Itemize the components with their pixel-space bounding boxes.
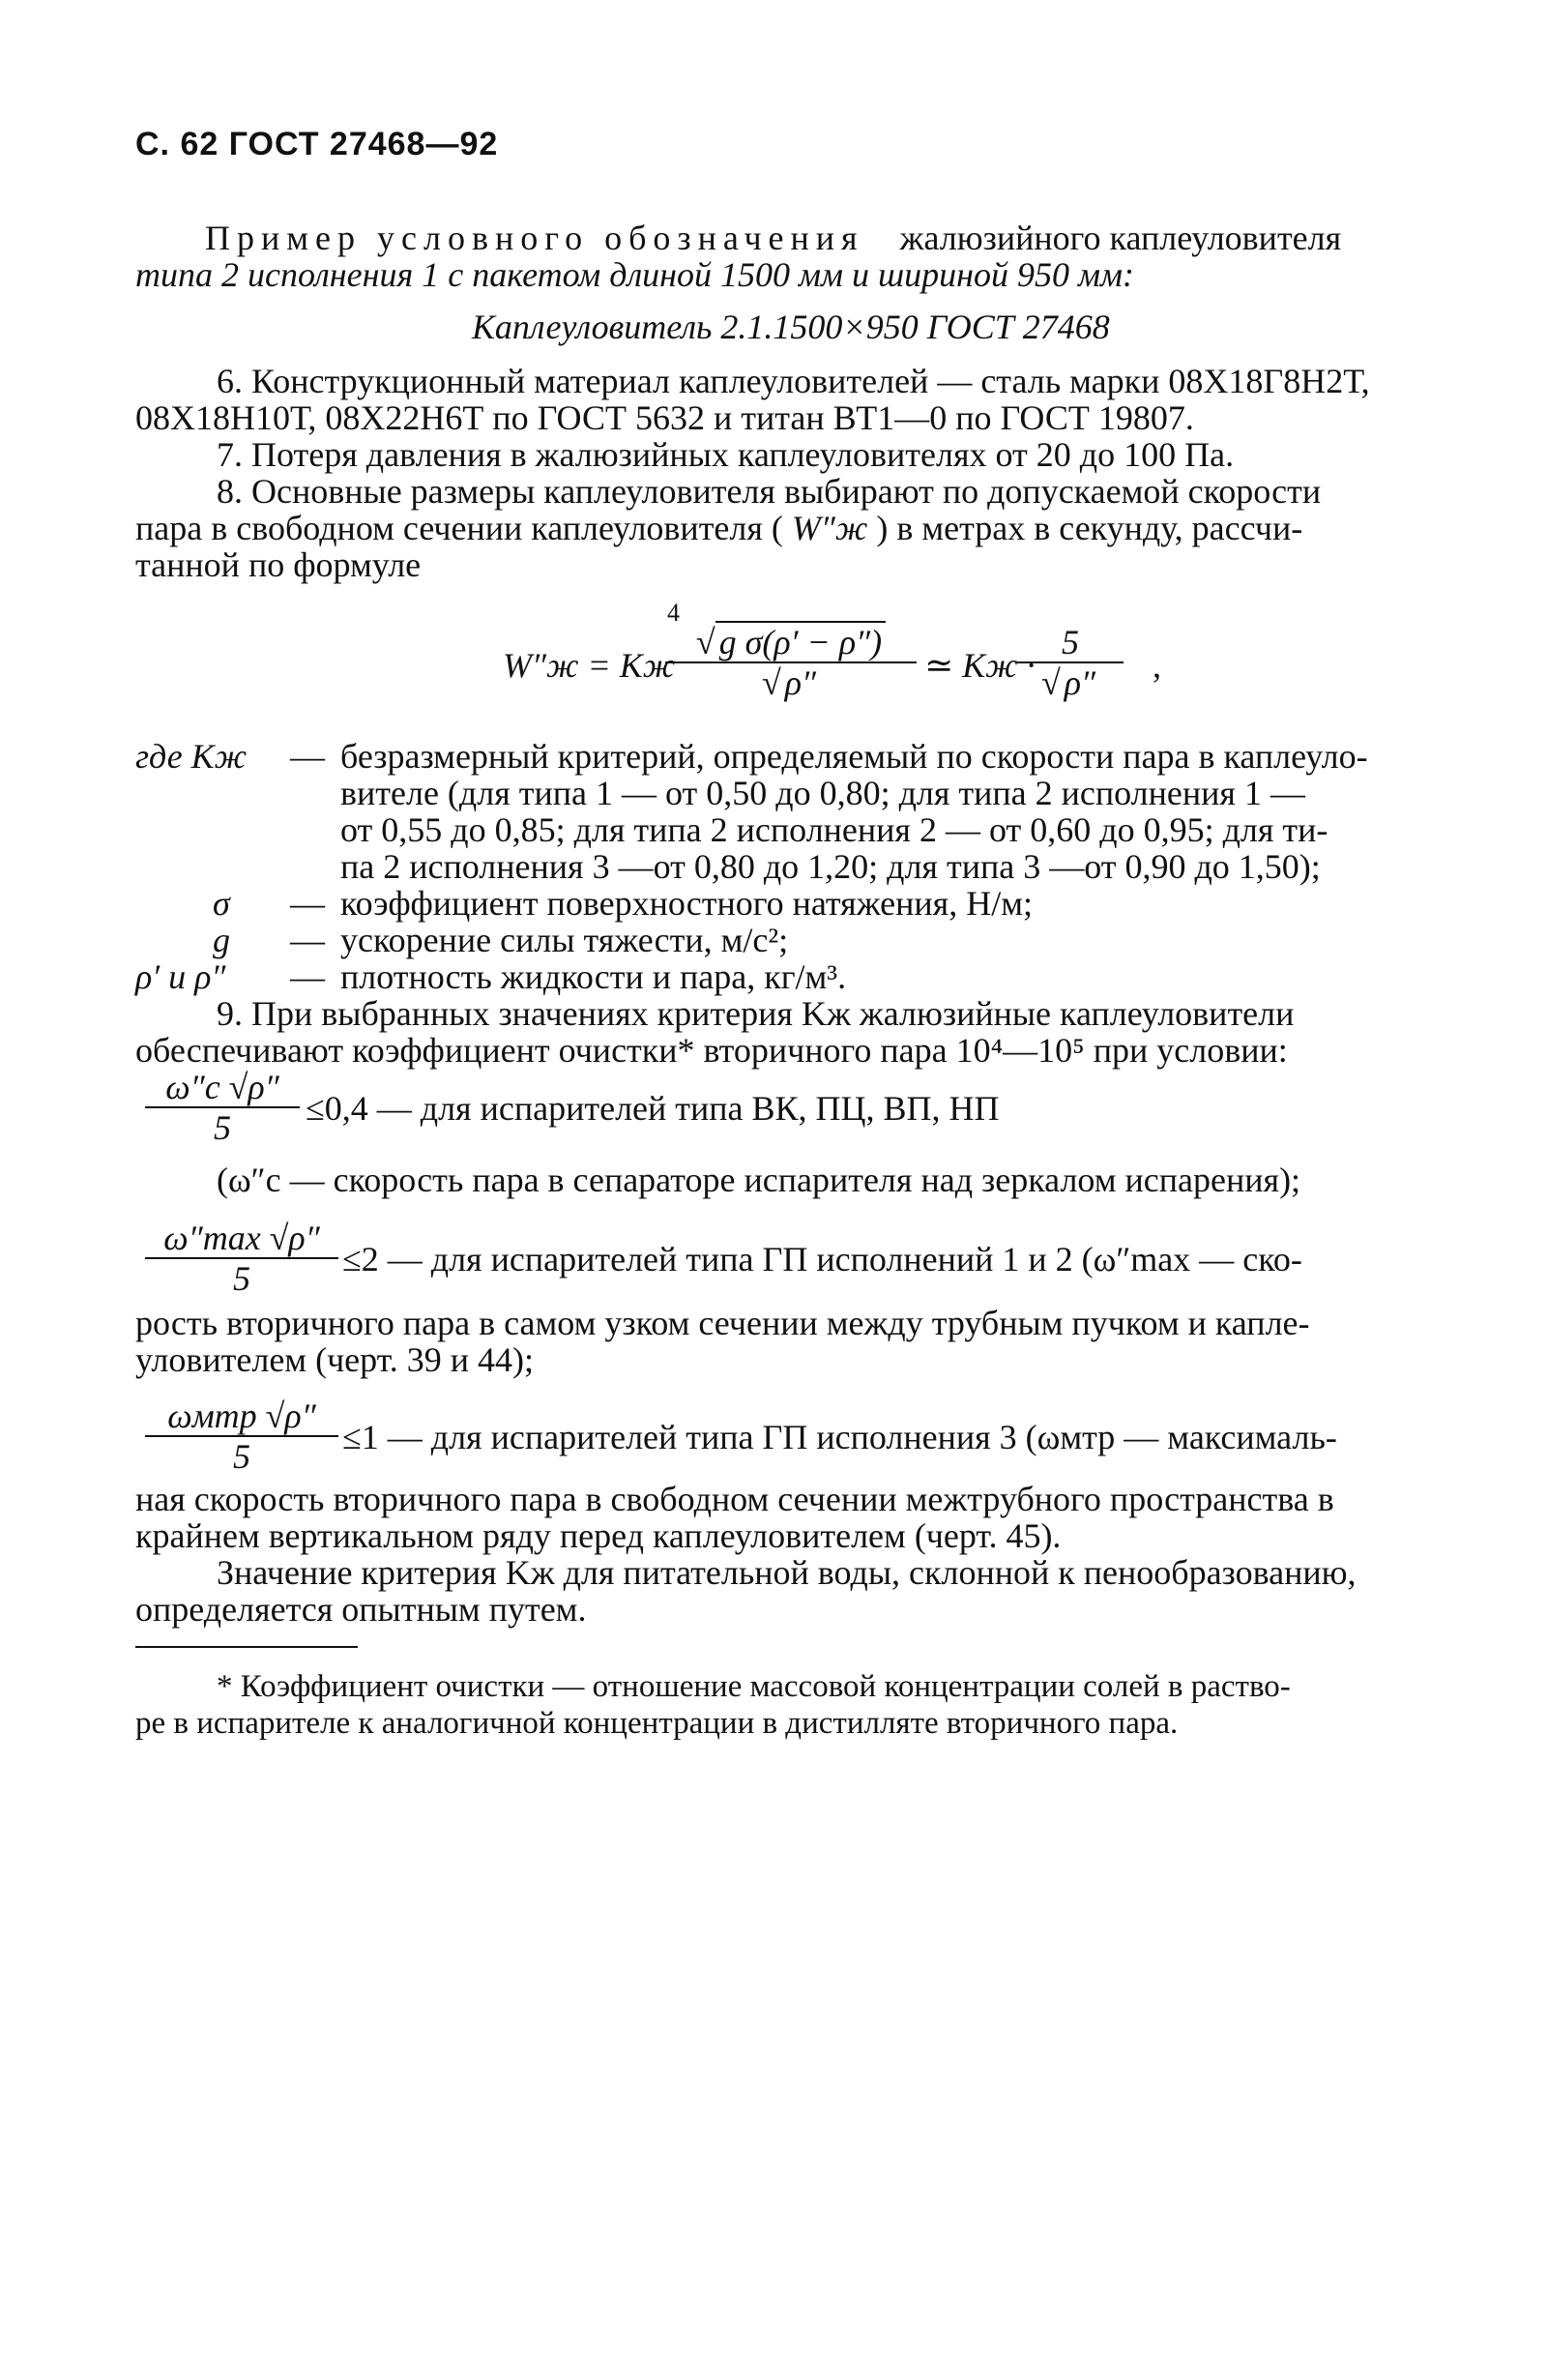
formula-numerator: √ g σ(ρ′ − ρ″)	[665, 623, 917, 661]
item8-line-3: танной по формуле	[135, 545, 422, 584]
footnote-divider	[135, 1646, 358, 1648]
item9-line-1: 9. При выбранных значениях критерия Kж жалюзийные каплеуловители	[217, 994, 1295, 1033]
velocity-symbol: W″ж	[791, 509, 868, 547]
example-line-1	[205, 219, 1341, 257]
cond2-text: ≤2 — для испарителей типа ГП исполнений 1 и 2 (ω″max — ско-	[342, 1240, 1302, 1278]
cond1-note: (ω″с — скорость пара в сепараторе испарителя над зеркалом испарения);	[217, 1161, 1301, 1199]
item7-line-1: 7. Потеря давления в жалюзийных каплеуловителях от 20 до 100 Па.	[217, 435, 1235, 474]
item8-line-1: 8. Основные размеры каплеуловителя выбирают по допускаемой скорости	[217, 472, 1322, 511]
formula-denominator: √ ρ″	[665, 661, 917, 702]
example-lead: Пример условного обозначения	[205, 219, 864, 257]
document-page: С. 62 ГОСТ 27468—92 Пример условного обозначения жалюзийного каплеуловителя типа 2 исполнения 1 с пакетом длиной 1500 мм и шириной 950 мм: Каплеуловитель 2.1.1500×950 ГОСТ 27468 6. Конструкционный материал каплеуловителей — сталь марки 08Х18Г8Н2Т, 08Х18Н10Т, 08Х22Н6Т по ГОСТ 5632 и титан ВТ1—0 по ГОСТ 19807. 7. Потеря давления в жалюзийных каплеуловителях от 20 до 100 Па. 8. Основные размеры каплеуловителя выбирают по допускаемой скорости пара в свободном сечении каплеуловителя ( W″ж ) в метрах в секунду, рассчи- танной по формуле W″ж = Kж 4 $\frac{\text{√ g σ(ρ′ − ρ″)}}{√ \rho''}$ ≃ Kж · $\frac{5}{√ \rho''}$ , где Kж — безразмерный критерий, определяемый по скорости пара в каплеуло- вителе (для типа 1 — от 0,50 до 0,80; для типа 2 исполнения 1 — от 0,55 до 0,85; для типа 2 исполнения 2 — от 0,60 до 0,95; для ти- па 2 исполнения 3 —от 0,80 до 1,20; для типа 3 —от 0,90 до 1,50); σ — коэффициент поверхностного натяжения, Н/м; g — ускорение силы тяжести, м/с²; ρ′ и ρ″ — плотность жидкости и пара, кг/м³. 9. При выбранных значениях критерия Kж жалюзийные каплеуловители обеспечивают коэффициент очистки* вторичного пара 10⁴—10⁵ при условии: ω″с √ρ″ 5 ≤0,4 — для испарителей типа ВК, ПЦ, ВП, НП (ω″с — скорость пара в сепараторе испарителя над зеркалом испарения); ω″max √ρ″ 5 ≤2 — для испарителей типа ГП исполнений 1 и 2 (ω″max — ско- рость вторичного пара в самом узком сечении между трубным пучком и капле- уловителем (черт. 39 и 44); ωмтр √ρ″ 5 ≤1 — для испарителей типа ГП исполнения 3 (ωмтр — максималь- ная скорость вторичного пара в свободном сечении межтрубного пространства в крайнем вертикальном ряду перед каплеуловителем (черт. 45). Значение критерия Kж для питательной воды, склонной к пенообразованию, определяется опытным путем. * Коэффициент очистки — отношение массовой концентрации солей в раство- ре в испарителе к аналогичной концентрации в дистилляте вторичного пара.	[135, 126, 1370, 1741]
criterion-note-line-2: определяется опытным путем.	[135, 1590, 587, 1629]
cond2-line-2: рость вторичного пара в самом узком сечении между трубным пучком и капле-	[135, 1304, 1310, 1342]
item8-line-2b: ) в метрах в секунду, рассчи-	[876, 509, 1303, 547]
item6-line-2: 08Х18Н10Т, 08Х22Н6Т по ГОСТ 5632 и титан ВТ1—0 по ГОСТ 19807.	[135, 398, 1194, 437]
formula-fraction-2	[1017, 623, 1124, 702]
item6-line-1: 6. Конструкционный материал каплеуловителей — сталь марки 08Х18Г8Н2Т,	[217, 362, 1370, 400]
cond3-text: ≤1 — для испарителей типа ГП исполнения 3 (ωмтр — максималь-	[342, 1418, 1337, 1456]
designation-text: Каплеуловитель 2.1.1500×950 ГОСТ 27468	[472, 308, 1110, 346]
footnote-line-1: * Коэффициент очистки — отношение массовой концентрации солей в раство-	[217, 1669, 1291, 1704]
cond3-line-2: ная скорость вторичного пара в свободном сечении межтрубного пространства в	[135, 1480, 1334, 1518]
formula-approx: ≃ Kж ·	[924, 646, 1036, 685]
example-lead-rest: жалюзийного каплеуловителя	[899, 219, 1342, 257]
formula-numerator-2: 5	[1062, 623, 1079, 661]
item9-line-2: обеспечивают коэффициент очистки* вторичного пара 10⁴—10⁵ при условии:	[135, 1031, 1288, 1070]
item8-line-2a: пара в свободном сечении каплеуловителя (	[135, 509, 783, 547]
formula-lhs: W″ж = Kж	[503, 646, 676, 685]
criterion-note-line-1: Значение критерия Kж для питательной воды, склонной к пенообразованию,	[217, 1553, 1357, 1592]
formula-trailing-comma: ,	[1153, 646, 1161, 685]
cond1-text: ≤0,4 — для испарителей типа ВК, ПЦ, ВП, НП	[306, 1089, 1000, 1128]
cond3-line-3: крайнем вертикальном ряду перед каплеуловителем (черт. 45).	[135, 1516, 1062, 1555]
formula-denominator-2: √ ρ″	[1017, 661, 1124, 702]
footnote-line-2: ре в испарителе к аналогичной концентрации в дистилляте вторичного пара.	[135, 1706, 1179, 1741]
item8-line-2	[135, 509, 1302, 547]
cond2-line-3: уловителем (черт. 39 и 44);	[135, 1340, 534, 1379]
formula-root-index: 4	[667, 599, 680, 627]
cond3-fraction: ωмтр √ρ″ 5	[145, 1396, 338, 1476]
cond1-fraction: ω″с √ρ″ 5	[145, 1068, 300, 1147]
cond2-fraction: ω″max √ρ″ 5	[145, 1219, 338, 1298]
formula-fraction-1	[665, 623, 917, 702]
page-header: С. 62 ГОСТ 27468—92	[135, 126, 499, 162]
example-line-2: типа 2 исполнения 1 с пакетом длиной 1500 мм и шириной 950 мм:	[135, 255, 1134, 294]
